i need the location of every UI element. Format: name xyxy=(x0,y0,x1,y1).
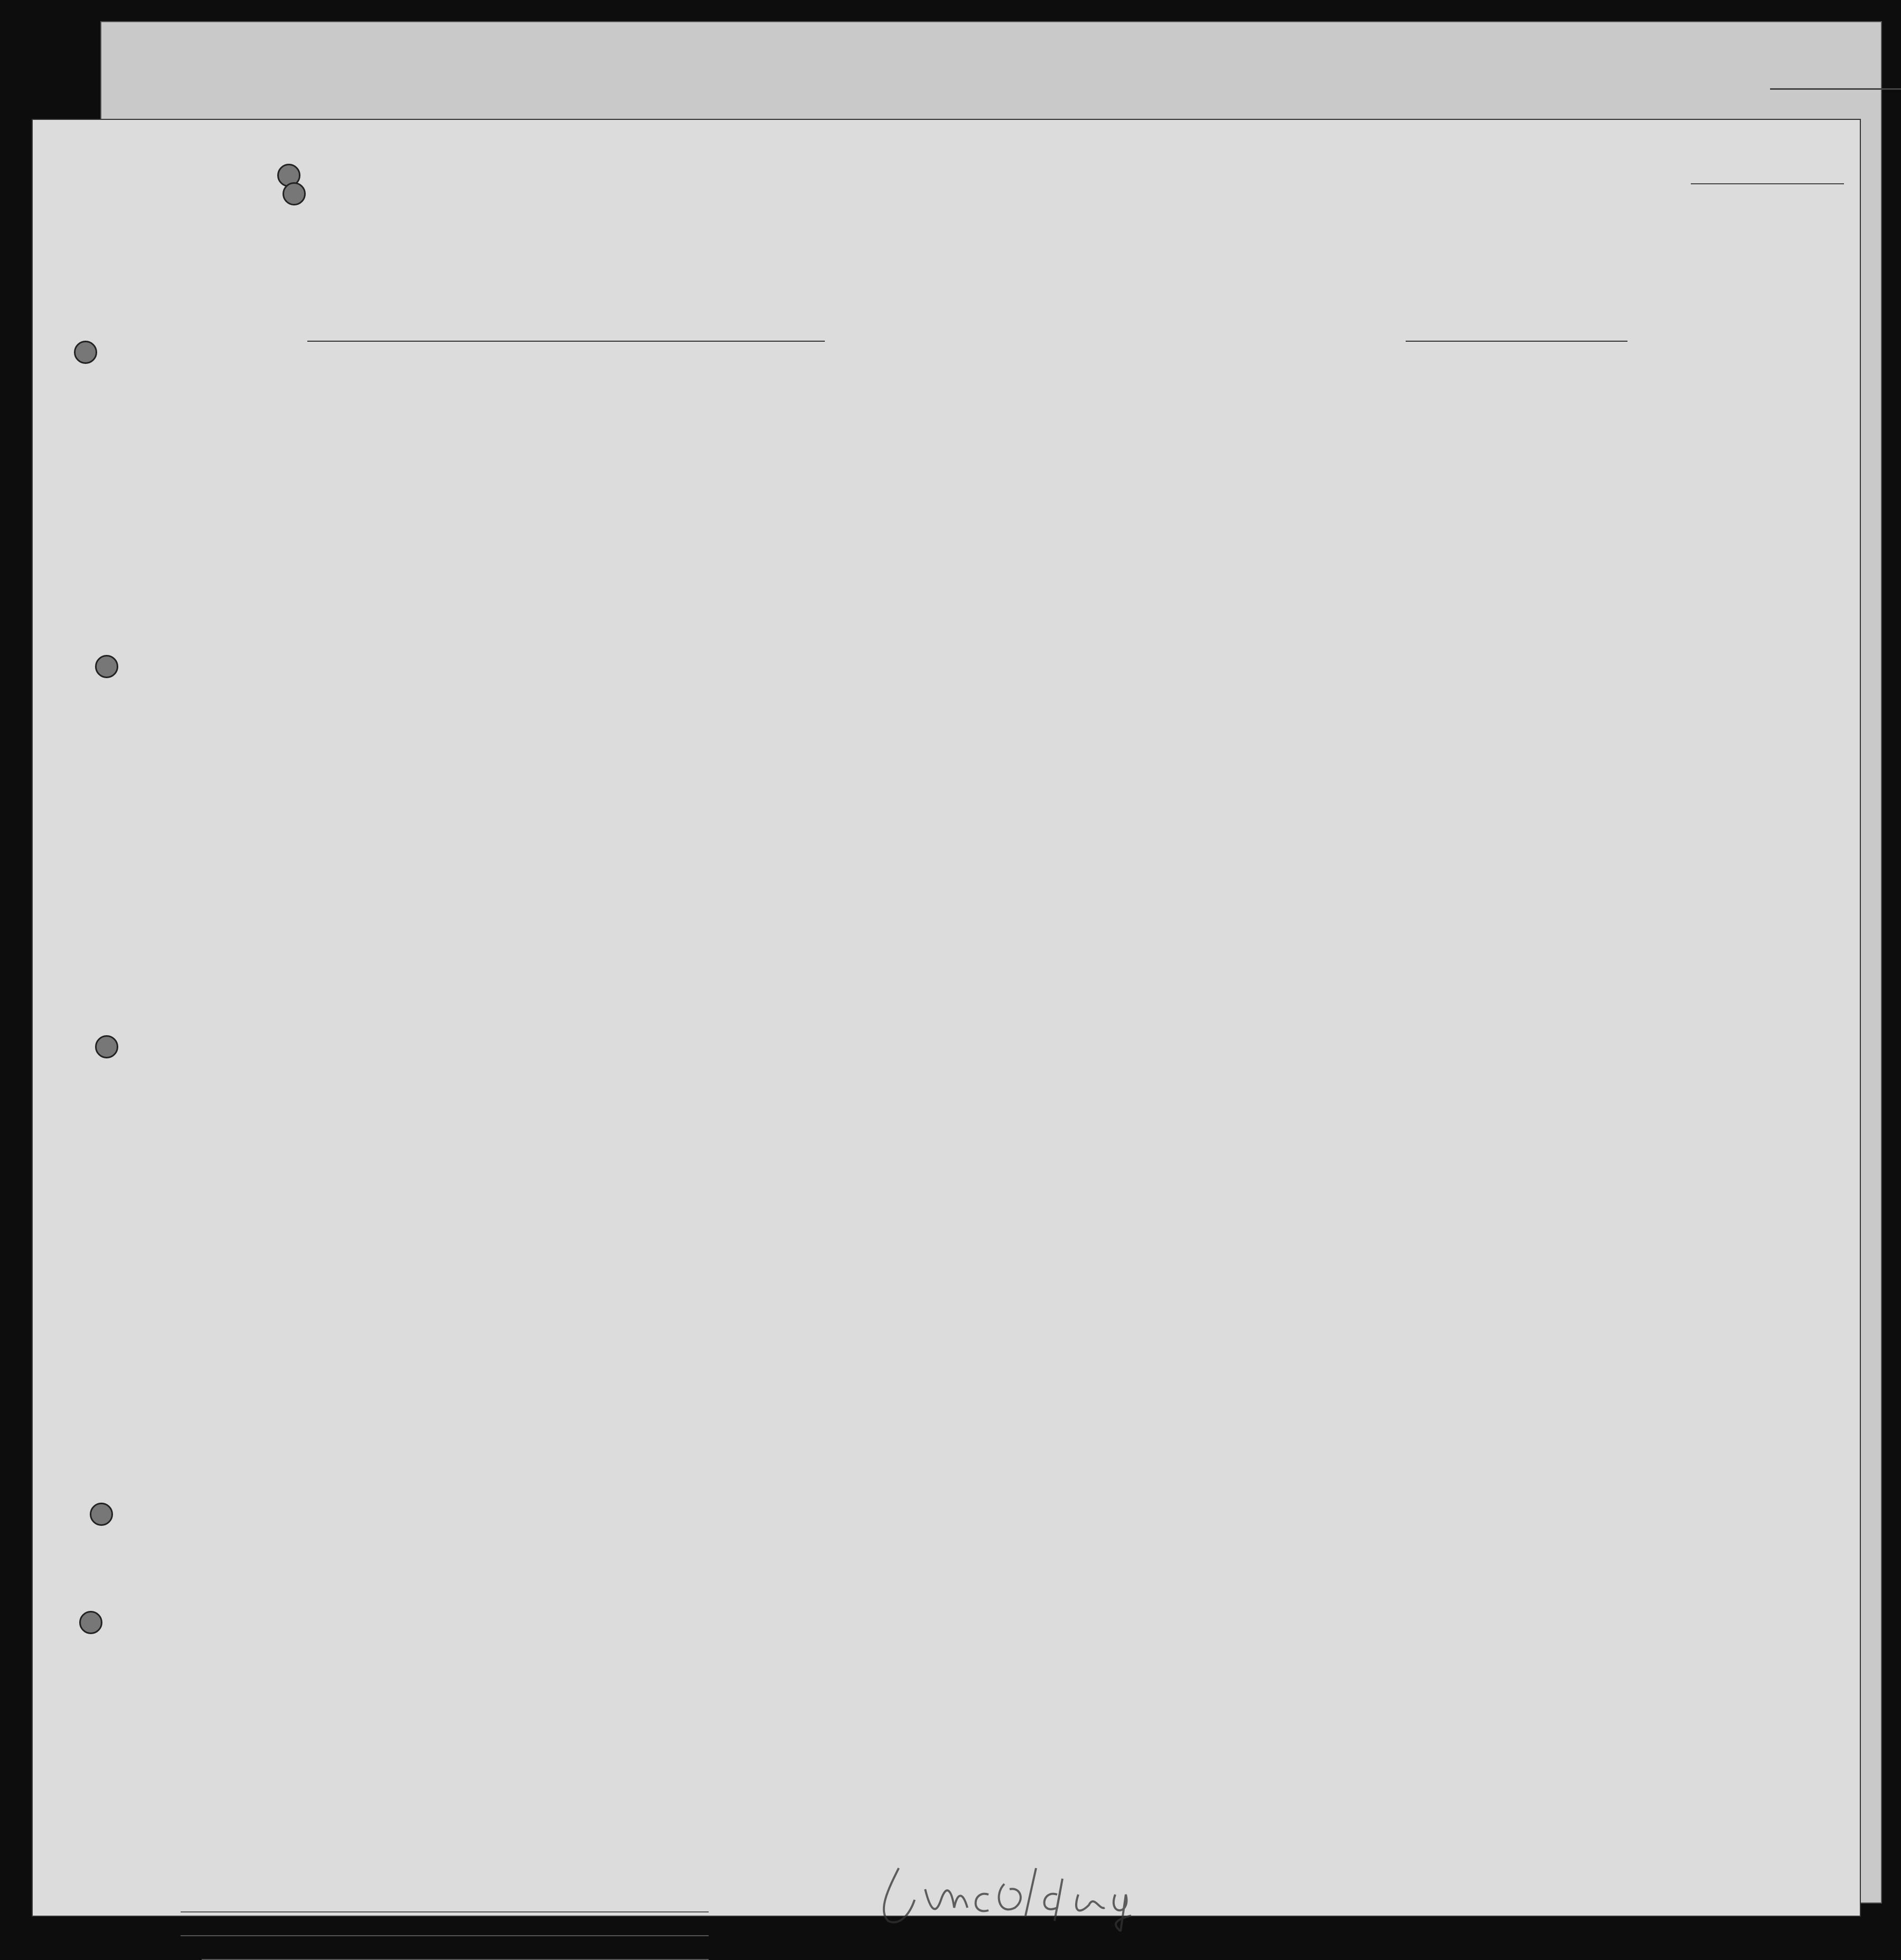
vessel-underline xyxy=(307,341,825,342)
punch-hole xyxy=(90,1503,113,1526)
sheet-no-line xyxy=(1691,183,1844,184)
punch-hole xyxy=(95,1035,118,1058)
from-port-underline xyxy=(1406,341,1627,342)
manifest-page xyxy=(32,119,1861,1917)
line-field xyxy=(181,1911,709,1912)
owners-field xyxy=(181,1935,709,1936)
punch-hole xyxy=(283,182,306,205)
punch-hole xyxy=(74,341,97,364)
under-sheet-no-line xyxy=(1770,88,1901,90)
punch-hole xyxy=(95,655,118,678)
inspector-signature xyxy=(867,1858,1194,1931)
vessel-line xyxy=(255,315,1627,342)
punch-hole xyxy=(79,1611,102,1634)
